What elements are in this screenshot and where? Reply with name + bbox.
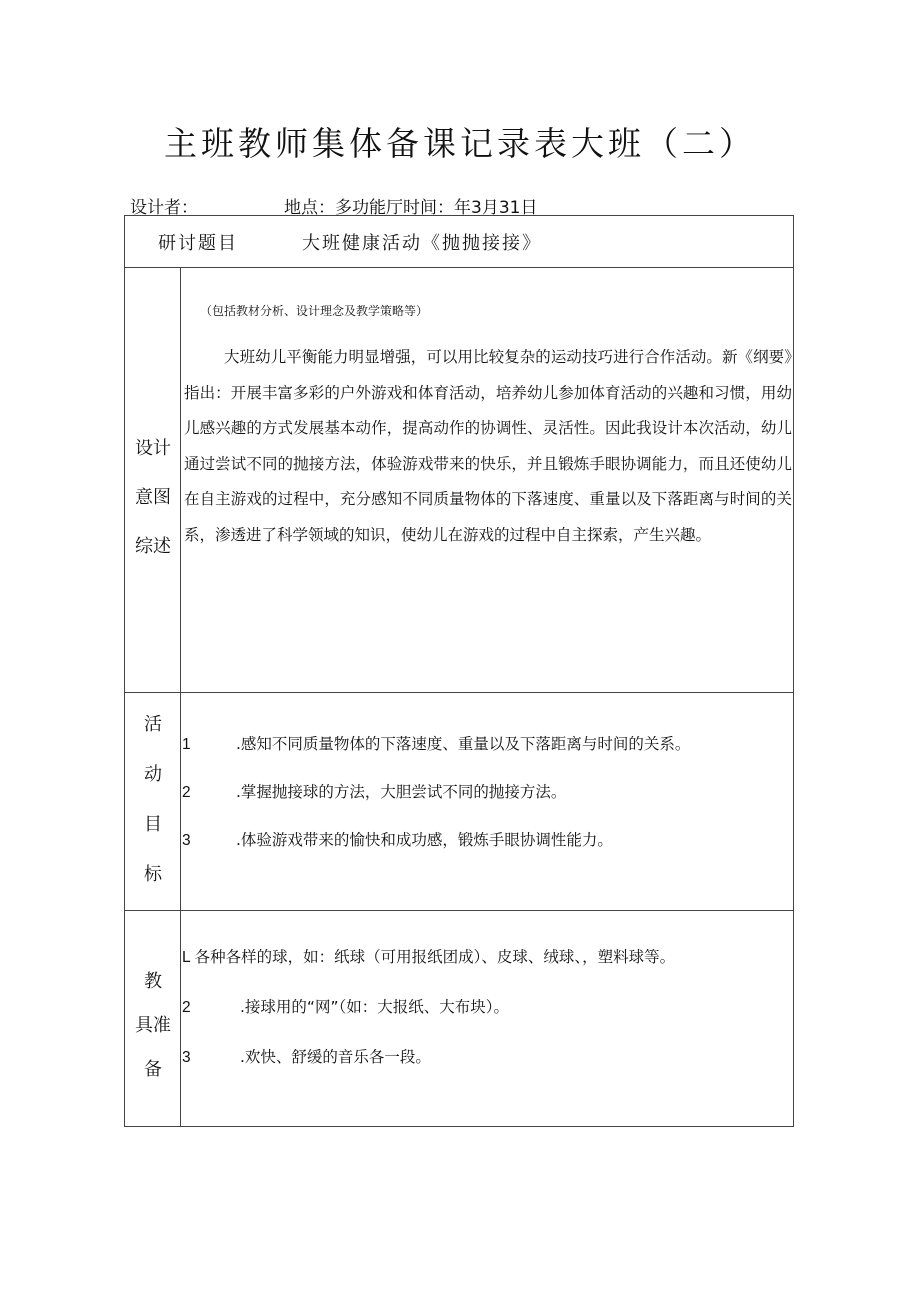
- row-divider-topic: [124, 267, 794, 268]
- goal-item: [182, 732, 690, 754]
- goal-item: [182, 780, 566, 802]
- materials-label-line: 备: [144, 1059, 162, 1080]
- column-divider: [180, 267, 181, 1127]
- goals-label-char: 标: [144, 864, 162, 885]
- intent-label: [126, 424, 180, 571]
- location-time: 地点：多功能厅时间：年3月31日: [284, 198, 538, 218]
- materials-label-line: 教: [144, 971, 162, 992]
- goals-label-char: 目: [144, 814, 162, 835]
- goal-text: .掌握抛接球的方法，大胆尝试不同的抛接方法。: [236, 783, 567, 801]
- intent-paragraph: 大班幼儿平衡能力明显增强，可以用比较复杂的运动技巧进行合作活动。新《纲要》指出：开展丰富多彩的户外游戏和体育活动，培养幼儿参加体育活动的兴趣和习惯，用幼儿感兴趣的方式发展基本动作，提高动作的协调性、灵活性。因此我设计本次活动，幼儿通过尝试不同的抛接方法，体验游戏带来的快乐，并且锻炼手眼协调能力，而且还使幼儿在自主游戏的过程中，充分感知不同质量物体的下落速度、重量以及下落距离与时间的关系，渗透进了科学领域的知识，使幼儿在游戏的过程中自主探索，产生兴趣。: [184, 348, 792, 544]
- intent-text: [184, 340, 792, 553]
- intent-label-line: 意图: [135, 487, 171, 508]
- goal-number: 3: [182, 832, 191, 849]
- intent-note: （包括教材分析、设计理念及教学策略等）: [200, 304, 429, 318]
- goal-number: 2: [182, 784, 191, 801]
- page-title: 主班教师集体备课记录表大班（二）: [164, 124, 756, 163]
- material-number: 2: [182, 999, 191, 1016]
- goal-text: .体验游戏带来的愉快和成功感，锻炼手眼协调性能力。: [236, 831, 613, 849]
- materials-label: [126, 960, 180, 1092]
- material-text: .欢快、舒缓的音乐各一段。: [240, 1048, 431, 1066]
- goal-number: 1: [182, 736, 191, 753]
- goals-label-char: 活: [144, 714, 162, 735]
- row-divider-intent: [124, 692, 794, 693]
- topic-value: 大班健康活动《抛抛接接》: [302, 233, 542, 254]
- goals-label-char: 动: [144, 764, 162, 785]
- row-divider-goals: [124, 910, 794, 911]
- material-number: L: [182, 949, 191, 966]
- material-item: [182, 995, 509, 1017]
- material-number: 3: [182, 1049, 191, 1066]
- goal-item: [182, 828, 613, 850]
- intent-label-line: 综述: [135, 536, 171, 557]
- goal-text: .感知不同质量物体的下落速度、重量以及下落距离与时间的关系。: [236, 735, 691, 753]
- material-text: 各种各样的球，如：纸球（可用报纸团成）、皮球、绒球、，塑料球等。: [194, 948, 676, 966]
- materials-label-line: 具准: [135, 1015, 171, 1036]
- material-item: [182, 1045, 431, 1067]
- goals-label: [126, 700, 180, 900]
- material-item: [182, 945, 675, 967]
- designer-label: 设计者：: [130, 198, 198, 218]
- material-text: .接球用的“网”（如：大报纸、大布块）。: [240, 998, 509, 1016]
- topic-label: 研讨题目: [158, 233, 238, 254]
- intent-label-line: 设计: [135, 438, 171, 459]
